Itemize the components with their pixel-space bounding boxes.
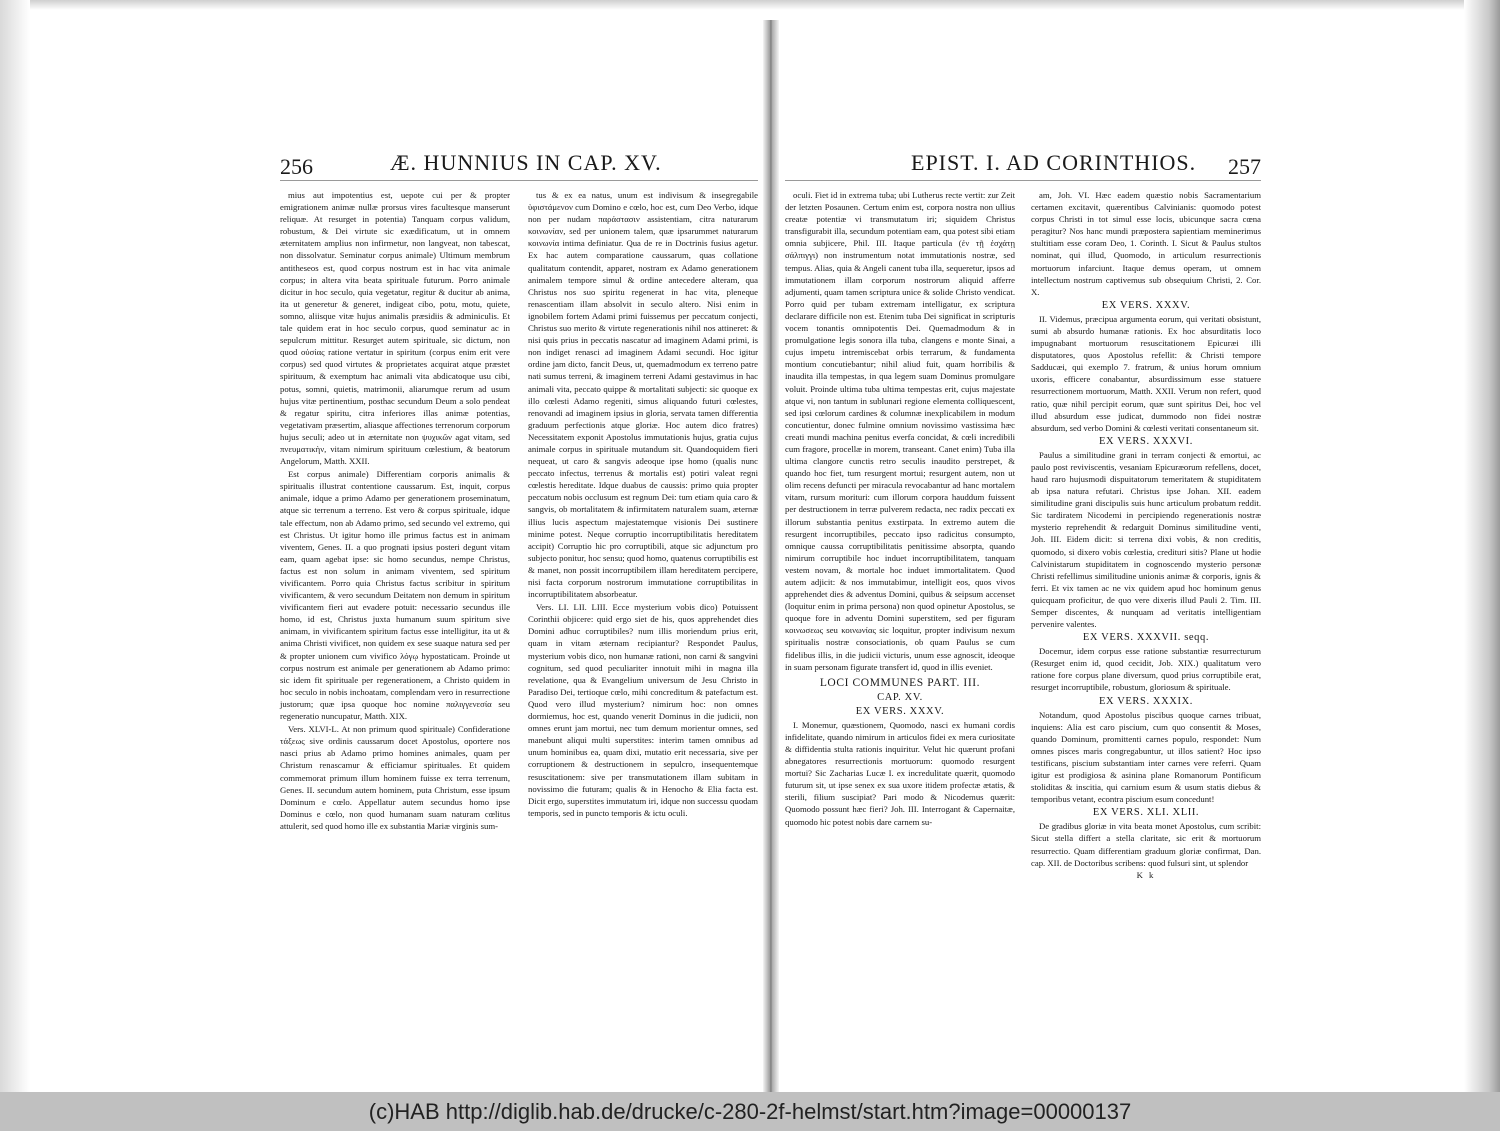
verse-heading: EX VERS. XXXV. bbox=[1101, 299, 1191, 311]
paragraph: Vers. LI. LII. LIII. Ecce mysterium vobis dico) Potuissent Corinthii objicere: quid ergo siet de his, quos apprehendet dies Domini adhuc corruptibiles? num illis moriendum prius erit, quam in vitam æternam recipiantur? Respondet Paulus, mysterium vobis dico, non humanæ rationi, non carni & sangvini cognitum, sed quod peculiariter innotuit mihi in magna illa revelatione, qua & Evangelium universum de Jesu Christo in Paradiso Dei, tertioque cœlo, mihi concreditum & patefactum est. Quod vero illud mysterium? nimirum hoc: non omnes dormiemus, hoc est, quando venerit Dominus in die judicii, non omnes erunt jam mortui, nec tum demum morientur omnes, sed manebunt aliqui multi superstites: interim tamen omnibus ad unum hominibus ea, quam dixi, mutatio erit necessaria, sive per corruptionem & destructionem in sepulcro, insequentemque resuscitationem: sive per transmutationem illam subitam in novissimo die futuram; qualis & in Henocho & Elia facta est. Dicit ergo, superstites immutatum iri, idque non successu quodam temporis, sed in puncto temporis & ictu oculi. bbox=[528, 602, 758, 818]
text-column-right bbox=[1031, 189, 1261, 880]
paragraph: Docemur, idem corpus esse ratione substantiæ resurrecturum (Resurget enim id, quod cecidit, Job. XIX.) qualitatum vero ratione fore corpus plane diversum, quod prius corruptibile erat, resurget incorruptibile, robustum, gloriosum & spirituale. bbox=[1031, 646, 1261, 693]
paragraph: Paulus a similitudine grani in terram conjecti & emortui, ac paulo post reviviscentis, vesaniam Epicuræorum refellens, docet, haud raro hujusmodi dispuitatorum temeritatem & stupiditatem ab ipsa natura refutari. Christus ipse Johan. XII. eadem similitudine grani discipulis suis hunc articulum probatum reddit. Sic tardiratem Nicodemi in percipiendo regenerationis nostræ mysterio reprehendit & redarguit Dominus similitudine venti, Joh. III. Eidem dicit: si terrena dixi vobis, & non creditis, quomodo, si dixero vobis cœlestia, credituri sitis? Plane ut hodie Calvinistarum stupiditatem in cognoscendo mysterio personæ Christi refellimus similitudine unionis animæ & corporis, ignis & ferri. Et vix tamen ac ne vix quidem apud hoc hominum genus quicquam proficitur, de quo vere dixeris illud Pauli 2. Tim. III. Semper discentes, & nunquam ad veritatis intelligentiam pervenire valentes. bbox=[1031, 449, 1261, 630]
left-page bbox=[280, 150, 758, 834]
verse-heading: EX VERS. XLI. XLII. bbox=[1092, 807, 1200, 819]
paragraph: I. Monemur, quæstionem, Quomodo, nasci ex humani cordis infidelitate, quando nimirum in articulos fidei ex mera curiositate & diffidentia stulta rationis inquiritur. Velut hic quærunt profani abnegatores resurrectionis mortuorum: quomodo resurgent mortui? Sic Zacharias Lucæ I. ex incredulitate quærit, quomodo futurum sit, ut ipse senex ex sua uxore itidem profectæ ætatis, & sterili, filium suscipiat? Pari modo & Nicodemus quærit: Quomodo possunt hæc fieri? Joh. III. Interrogant & Capernaitæ, quomodo hic potest nobis dare carnem su- bbox=[785, 719, 1015, 827]
right-running-head bbox=[785, 150, 1261, 181]
right-page bbox=[785, 150, 1261, 880]
paragraph: De gradibus gloriæ in vita beata monet Apostolus, cum scribit: Sicut stella differt a stella claritate, sic erit & mortuorum resurrectio. Quam differentiam graduum gloriæ confirmat, Dan. cap. XII. de Doctoribus scribens: quod fulsuri sint, ut splendor bbox=[1031, 821, 1261, 868]
book-gutter bbox=[763, 20, 779, 1092]
page-number: 256 bbox=[280, 154, 313, 179]
section-heading: LOCI COMMUNES PART. III. bbox=[819, 676, 981, 689]
text-columns bbox=[280, 189, 758, 834]
text-column-right bbox=[528, 189, 758, 834]
page-number: 257 bbox=[1228, 154, 1261, 179]
verse-heading: EX VERS. XXXIX. bbox=[1099, 695, 1193, 707]
verse-heading: EX VERS. XXXVII. seqq. bbox=[1082, 632, 1210, 644]
text-column-left bbox=[280, 189, 510, 834]
paragraph: Est corpus animale) Differentiam corporis animalis & spiritualis illustrat contentione caussarum. Est, inquit, corpus animale, idque a primo Adamo per generationem proseminatum, atque sic terrenum a terreno. Est vero & corpus spirituale, idque tale effectum, non ab Adamo primo, sed secundo vel extremo, qui est Christus. Ut igitur homo ille primus factus est in animam viventem, Genes. II. a quo prognati ipsius posteri degunt vitam eam, quam agebat ipse: sic homo secundus, nempe Christus, factus est non solum in animam viventem, sed spiritum vivificantem. Porro quia Christus factus scribitur in spiritum vivificantem, & vero secundum Deitatem non demum in spiritum vivificantem fieri aut evadere potuit: necessario secundus ille homo, id est, Christus juxta humanum suum spiritum sive animam, in vivificantem spiritum factus esse intelligitur, ita ut & anima Christi vivificet, non quidem ex sese suaque natura sed per & propter unionem cum vivifico λόγῳ hypostaticam. Proinde ut corpus nostrum est animale per generationem ab Adamo primo: sic idem fit spirituale per regenerationem, a Christo quidem in hoc seculo in nobis inchoatam, complendam vero in resurrectione justorum; quæ ipsa quoque hoc nomine παλιγγενεσία seu regeneratio nuncupatur, Matth. XIX. bbox=[280, 469, 510, 722]
paragraph: tus & ex ea natus, unum est indivisum & insegregabile ὑφιστάμενον cum Domino e cœlo, hoc est, cum Deo Verbo, idque non per nudam παράστασιν assistentiam, citra naturarum κοινωνίαν, sed per unionem talem, quæ ipsarummet naturarum κοινωνία intima definiatur. Qua de re in Doctrinis fusius agetur. Ex hac autem comparatione caussarum, quas collatione qualitatum contendit, apparet, nostram ex Adamo generationem animalem tempore simul & ordine antecedere alteram, qua Christus nos suo spiritu regenerat in hac vita, pleneque renascentiam illam absolvit in seculo altero. Nisi enim in ignobilem fortem Adami primi fuissemus per peccatum conjecti, Christus suo merito & virtute regenerationis nihil nos attineret: & nisi quis prius in peccatis nascatur ad imaginem Adami primi, is non indiget renasci ad imaginem Adami secundi. Hoc igitur ordine jam dicto, fancit Deus, ut, quemadmodum ex terreno patre nati sumus terreni, & imaginem terreni Adami gestavimus in hac animali vita, peccato quippe & mortalitati subjecti: sic quoque ex illo cœlesti Adamo regeniti, simus aliquando futuri cœlestes, renovandi ad imaginem ipsius in gloria, servata tamen differentia graduum perfectionis atque gloriæ. Hoc autem dico fratres) Necessitatem exponit Apostolus immutationis hujus, gratia cujus animale corpus in spirituale mutandum sit. Quandoquidem fieri nequeat, ut caro & sangvis adeoque ipse homo (qualis nunc peccato infectus, terrenus & mortalis est) potiri valeat regni cœlestis hereditate. Idque duabus de caussis: primo quia propter peccatum nobis occlusum est regnum Dei: tum etiam quia caro & sangvis, ob mortalitatem & infirmitatem naturalem suam, æternæ illius lucis aspectum majestatemque visionis Dei sustinere minime potest. Neque corruptio incorruptibilitatis hereditatem accipit) Corruptio hic pro corruptibili, atque sic adjunctum pro subjecto ponitur, hoc sensu; quod homo, quatenus corruptibilis est & manet, non possit incorruptibilem illam hereditatem percipere, nisi facta corporum nostrorum immutatione corruptibilitas in incorruptibilitatem absorbeatur. bbox=[528, 190, 758, 600]
footer-bar bbox=[0, 1092, 1500, 1131]
verse-heading: EX VERS. XXXV. bbox=[855, 705, 945, 717]
paragraph: II. Videmus, præcipua argumenta eorum, qui veritati obsistunt, sumi ab absurdo humanæ rationis. Ex hoc absurditatis loco impugnabant mortuorum resuscitationem Epicuræi illi disputatores, quos Apostolus refellit: & Christi tempore Sadducæi, qui exemplo 7. fratrum, & unius horum omnium uxoris, efficere conabantur, absurdissimum esse statuere resurrectionem mortuorum, Matth. XXII. Verum non refert, quod ratio, quæ nihil percipit eorum, quæ sunt spiritus Dei, hoc vel illud absurdum esse judicat, dummodo non fidei nostræ absurdum, sed verbo Domini & cœlesti veritati consentaneum sit. bbox=[1031, 313, 1261, 433]
chapter-heading: CAP. XV. bbox=[877, 691, 923, 703]
source-credit: (c)HAB http://diglib.hab.de/drucke/c-280-2f-helmst/start.htm?image=00000137 bbox=[368, 1099, 1132, 1124]
top-edge-shadow bbox=[0, 0, 1500, 10]
verse-heading: EX VERS. XXXVI. bbox=[1099, 435, 1193, 447]
paragraph: mius aut impotentius est, uepote cui per & propter emigrationem animæ nullæ prorsus vires facultesque manserunt reliquæ. At resurget in potentia) Tanquam corpus validum, robustum, & Dei virtute sic exædificatum, ut in omnem æternitatem amplius non infirmetur, non langveat, non tabescat, non dissolvatur. Seminatur corpus animale) Ultimum membrum antitheseos est, quod corpus nostrum est in hac vita animale corpus; in altera vita beata spirituale futurum. Porro animale dicitur in hoc seculo, quia vegetatur, regitur & ducitur ab anima, ita ut generetur & generet, indigeat cibo, potu, motu, quiete, somno, aliisque vitæ hujus animalis præsidiis & adminiculis. Et tale quidem erat in hoc seculo corpus, quod seminatur ac in sepulcrum mittitur. Resurget autem spirituale, sic dictum, non quod οὐσίας ratione vertatur in spiritum (corpus enim erit vere corpus) sed quod virtutes & proprietates acquirat atque præstet spirituum, & exemptum hac animali vita abdicatoque usu cibi, potus, somni, quietis, matrimonii, aliarumque rerum ad usum hujus vitæ pertinentium, posthac secundum Deum a solo pendeat & regatur spiritu, citra inferiores illas animæ potentias, vegetativam præsertim, aliasque affectiones terrenorum corporum hujus seculi; adeo ut in æternitate non ψυχικῶν agat vitam, sed πνευματικὴν, vitam nimirum spirituum cœlestium, & beatorum Angelorum, Matth. XXII. bbox=[280, 190, 510, 467]
text-columns bbox=[785, 189, 1261, 880]
paragraph: am, Joh. VI. Hæc eadem quæstio nobis Sacramentarium certamen excitavit, quærentibus Calvinianis: quomodo potest corpus Christi in tot simul esse locis, ubicunque sacra cœna peragitur? Nos hanc mundi præpostera sapientiam meminerimus stultitiam esse coram Deo, 1. Corinth. I. Sicut & Paulus stultos nominat, qui illud, Quomodo, in articulum resurrectionis mortuorum infarciunt. Itaque demus operam, ut omnem intellectum nostrum captivemus sub obsequium Christi, 2. Cor. X. bbox=[1031, 190, 1261, 297]
paragraph: Notandum, quod Apostolus piscibus quoque carnes tribuat, inquiens: Alia est caro piscium, cum quo consentit & Moses, quando Dominum, promittenti carnes populo, respondet: Num omnes pisces maris congregabuntur, ut illos satient? Hoc ipso testificans, piscium substantiam inter carnes vere referri. Quam igitur est prodigiosa & asinina plane Romanorum Pontificum stoliditas & inscitia, qui carnium esum & usum statis diebus & temporibus vetant, econtra piscium esum concedunt! bbox=[1031, 709, 1261, 805]
left-edge-shadow bbox=[0, 0, 30, 1092]
left-running-head bbox=[280, 150, 758, 181]
right-edge-shadow bbox=[1464, 0, 1500, 1092]
text-column-left bbox=[785, 189, 1015, 834]
paragraph: Vers. XLVI-L. At non primum quod spirituale) Confideratione τάξεως sive ordinis caussarum docet Apostolus, oportere nos nasci prius ab Adamo primo homines animales, quam per Christum renascamur & efficiamur spirituales. Et quidem commemorat primum illum hominem fuisse ex terra terrenum, Genes. II. secundum autem hominem, puta Christum, esse ipsum Dominum e cœlo. Appellatur autem secundus homo ipse Dominus e cœlo, non quod humanam suam naturam cœlitus attulerit, sed quod homo ille ex substantia Mariæ virginis sum- bbox=[280, 724, 510, 831]
paragraph: oculi. Fiet id in extrema tuba; ubi Lutherus recte vertit: zur Zeit der letzten Posaunen. Certum enim est, corpora nostra non ullius creatæ potentiæ vi transmutatum iri; siquidem Christus transfigurabit illa, secundum potentiam eam, qua potest sibi etiam omnia subjicere, Phil. III. Itaque particula (ἐν τῇ ἐσχάτῃ σάλπιγγι) non instrumentum notat immutationis nostræ, sed tempus. Alias, quia & Angeli canent tuba illa, sequeretur, ipsos ad immutationem illam corporum nostrorum aliquid afferre adjumenti, quam tamen scriptura unice & solide Christo vendicat. Porro quid per tubam extremam intelligatur, ex scriptura declarare difficile non est. Etenim tuba Dei significat in scripturis vocem tonantis omnipotentis Dei. Quemadmodum & in promulgatione legis sonora illa tuba, clangens e monte Sinai, a cujus impetu intremiscebat orbis terrarum, & fundamenta montium concutiebantur; nihil aliud fuit, quam horribilis & inaudita illa tempestas, in qua legem suam Dominus promulgare voluit. Proinde ultima tuba ultima tempestas erit, cujus majestate atque vi, non tantum in sublunari regione elementa colliquescent, sed ipsi cœlorum cardines & columnæ inexplicabilem in modum concutientur, donec fulmine omnium novissimo vastissima hæc creati mundi machina penitus everfa concidat, & cœli incredibili cum fragore, procellæ in morem, transeant. Canet enim) Tuba illa ultima clangore cunctis retro seculis inaudito perstrepet, & quando hoc fiet, tum resurgent mortui; resurgent autem, non ut olim recens defuncti per miracula revocabantur ad hanc mortalem vitam, rursum morituri: cum illorum corpora hauddum fuissent per destructionem in terræ pulverem redacta, nec radix peccati ex illorum substantia penitus exstirpata. In extremo autem die resurgent incorruptibiles, peccato ipso radicitus consumpto, omnique caussa corruptibilitatis penitissime absorpta, quando nimirum corruptibile hoc induet incorruptibilitatem, tanquam vestem novam, & mortale hoc induet immortalitatem. Quod autem adjicit: & nos immutabimur, intelligit eos, quos vivos apprehendet dies & adventus Domini, quibus & seipsum accenset (loquitur enim in prima persona) non quod opinetur Apostolus, se quoque fore in adventu Domini superstitem, sed per figuram κοινωσεως seu κοινωνίας sic loquitur, propter indivisum nexum spiritualis nostræ consociationis, ob quam Paulus se cum fidelibus illis, in die judicii victuris, unum esse agnoscit, ideoque in suam personam figurate transfert id, quod in illis eveniet. bbox=[785, 190, 1015, 672]
running-title: EPIST. I. AD CORINTHIOS. bbox=[911, 150, 1197, 175]
running-title: Æ. HUNNIUS IN CAP. XV. bbox=[390, 150, 662, 175]
signature-mark: K k bbox=[1136, 869, 1156, 880]
